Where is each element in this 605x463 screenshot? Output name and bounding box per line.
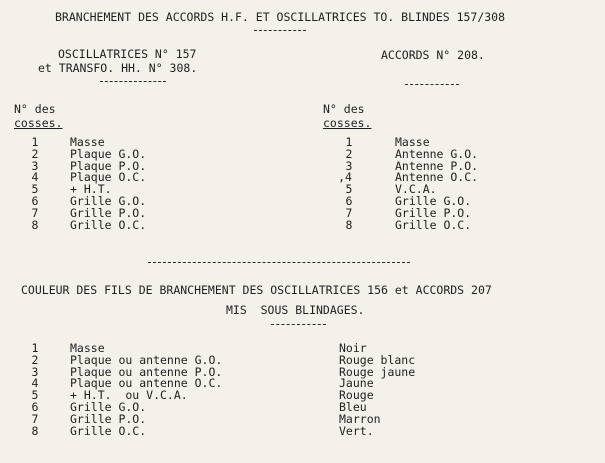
item-number: 5 [31,182,39,197]
wire-color: Jaune [339,376,374,391]
item-number: ,4 [338,170,352,185]
section-separator [148,262,410,263]
item-number: 3 [31,158,39,173]
item-number: 7 [345,205,353,220]
item-number: 3 [345,158,353,173]
item-label: Grille G.O. [70,193,147,208]
item-number: 7 [31,205,39,220]
item-label: Masse [70,135,105,149]
left-section-title-line2: et TRANSFO. HH. N° 308. [38,61,198,75]
item-label: Antenne G.O. [395,146,479,161]
item-label: Grille P.O. [395,205,472,220]
item-number: 6 [31,193,39,208]
item-label: Masse [70,341,105,355]
wire-color: Rouge blanc [339,352,416,367]
item-number: 4 [31,170,39,185]
item-label: Grille P.O. [70,411,147,426]
item-number: 3 [31,364,39,379]
wire-color: Vert. [339,423,374,438]
item-number: 2 [31,352,39,367]
item-number: 1 [345,135,353,149]
colors-section-title-line2: MIS SOUS BLINDAGES. [226,303,365,317]
item-label: + H.T. [70,182,112,197]
item-label: Plaque ou antenne P.O. [70,364,223,379]
title-underline [254,30,306,31]
right-section-underline [405,84,459,85]
wire-color: Rouge [339,388,374,403]
item-number: 4 [31,376,39,391]
item-label: V.C.A. [395,182,437,197]
item-number: 1 [31,135,39,149]
item-label: Plaque G.O. [70,146,147,161]
item-label: Grille G.O. [70,399,147,414]
document-title: BRANCHEMENT DES ACCORDS H.F. ET OSCILLATRICES TO. BLINDES 157/308 [55,10,506,24]
item-label: Grille G.O. [395,193,472,208]
left-section-underline [100,81,166,82]
right-col-header-line1: N° des [323,102,365,116]
item-number: 6 [345,193,353,208]
wire-color: Marron [339,411,381,426]
item-label: Grille O.C. [70,217,147,232]
wire-color: Rouge jaune [339,364,416,379]
item-label: Antenne O.C. [395,170,479,185]
item-number: 2 [31,146,39,161]
colors-section-underline [271,324,326,325]
item-number: 5 [345,182,353,197]
item-number: 1 [31,341,39,355]
item-label: Grille O.C. [70,423,147,438]
item-label: Grille O.C. [395,217,472,232]
item-number: 8 [31,217,39,232]
item-label: + H.T. ou V.C.A. [70,388,188,403]
item-label: Masse [395,135,430,149]
item-label: Antenne P.O. [395,158,479,173]
left-col-header-line2: cosses. [14,116,63,130]
item-number: 8 [31,423,39,438]
right-section-title: ACCORDS N° 208. [381,48,485,62]
wire-color: Noir [339,341,367,355]
item-number: 2 [345,146,353,161]
right-col-header-line2: cosses. [323,116,372,130]
left-col-header-line1: N° des [14,102,56,116]
item-number: 5 [31,388,39,403]
item-label: Plaque ou antenne G.O. [70,352,223,367]
item-number: 6 [31,399,39,414]
colors-section-title-line1: COULEUR DES FILS DE BRANCHEMENT DES OSCILLATRICES 156 et ACCORDS 207 [21,283,492,297]
wire-color: Bleu [339,399,367,414]
item-number: 8 [345,217,353,232]
item-number: 7 [31,411,39,426]
item-label: Plaque O.C. [70,170,147,185]
left-section-title-line1: OSCILLATRICES N° 157 [58,47,197,61]
item-label: Plaque P.O. [70,158,147,173]
item-label: Plaque ou antenne O.C. [70,376,223,391]
item-label: Grille P.O. [70,205,147,220]
